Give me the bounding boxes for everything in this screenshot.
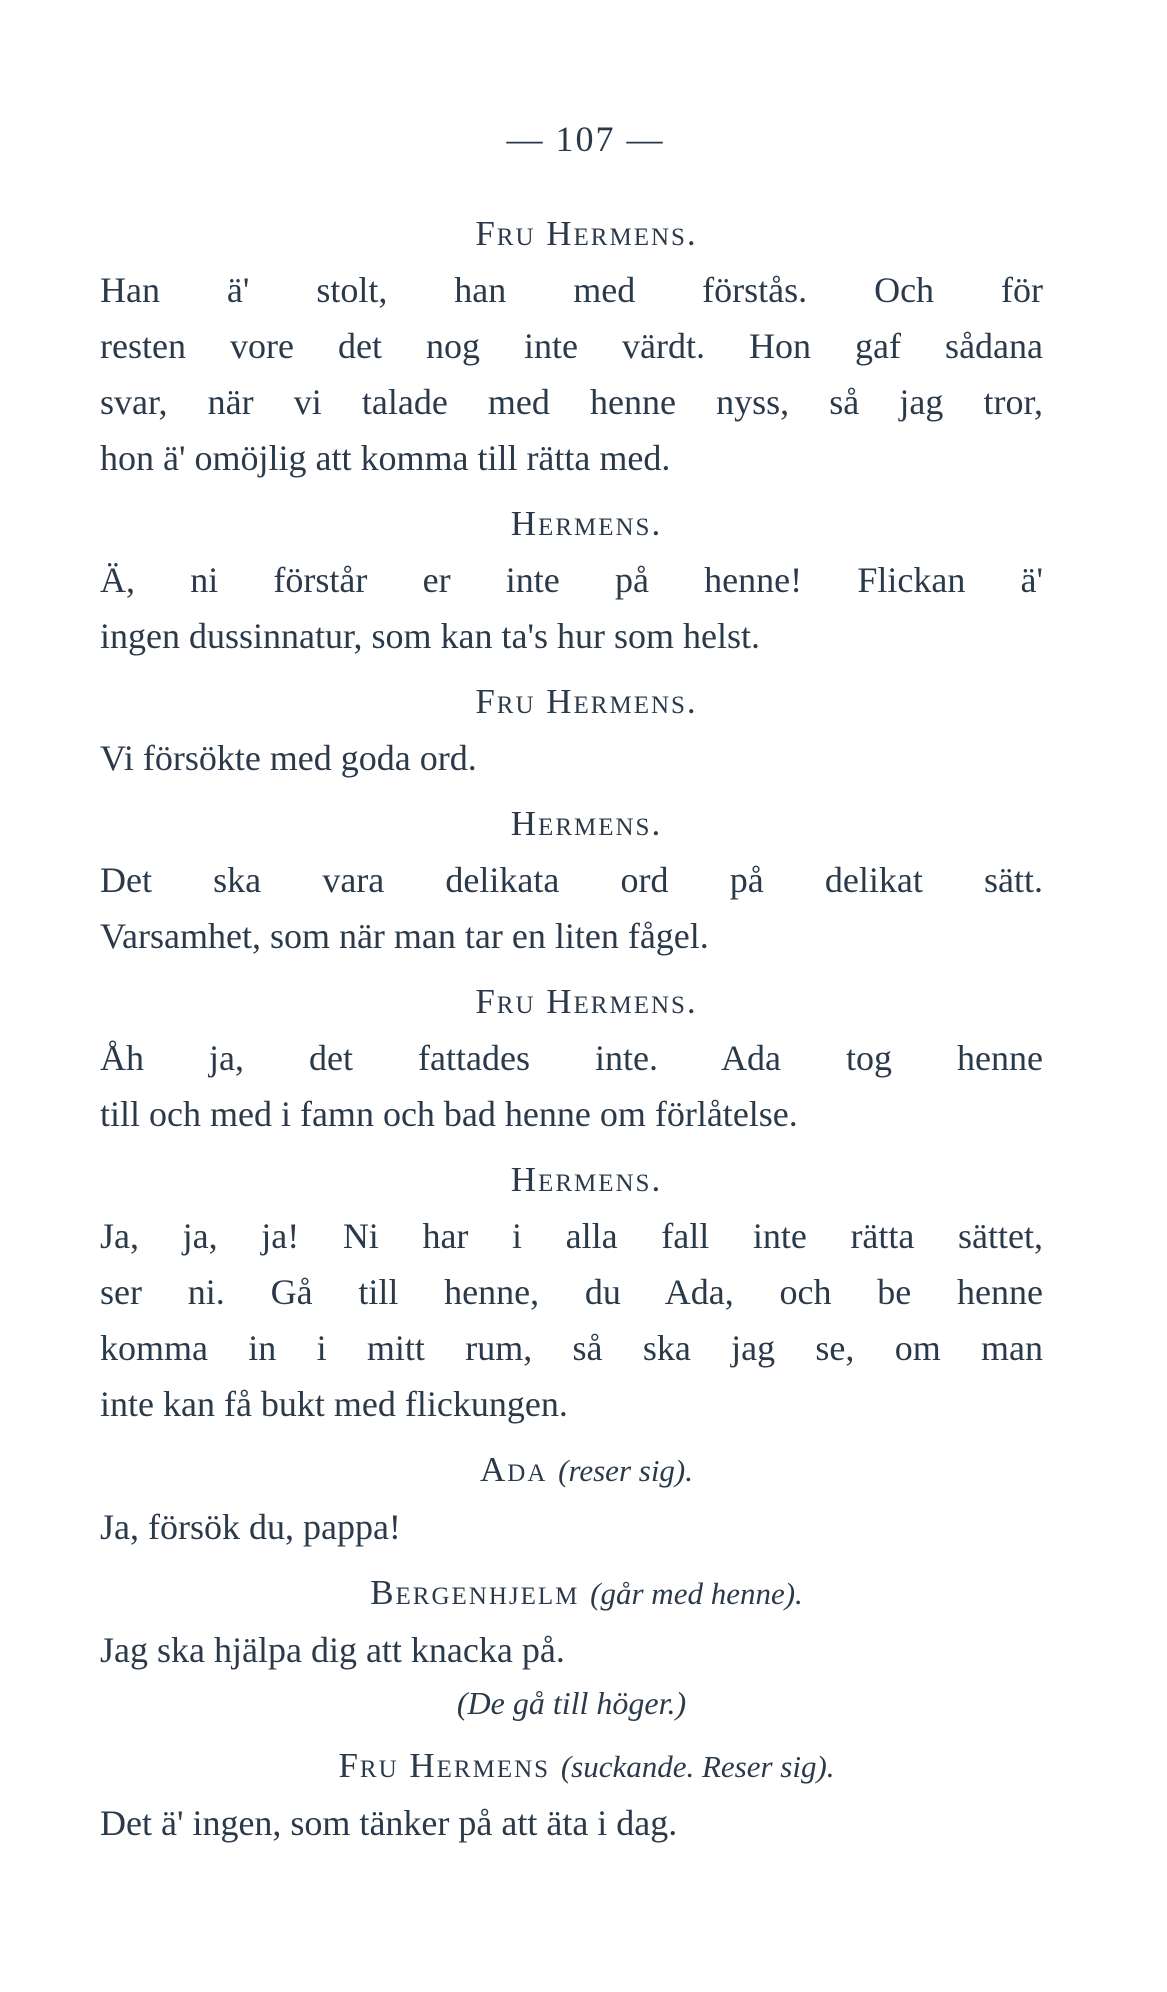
speech-text <box>100 1499 1043 1555</box>
text-line: inte kan få bukt med flickungen. <box>100 1384 568 1424</box>
text-line: Ä, ni förstår er inte på henne! Flickan ä' <box>100 560 1043 600</box>
speaker-label: Ada <box>479 1450 548 1489</box>
dialogue-block <box>100 500 1043 664</box>
text-line: Han ä' stolt, han med förstås. Och för <box>100 270 1043 310</box>
speaker-label: Fru Hermens. <box>475 214 698 253</box>
speaker-name <box>100 500 1043 548</box>
stage-direction: (De gå till höger.) <box>456 1685 687 1721</box>
speaker-label: Hermens. <box>510 504 663 543</box>
speaker-name <box>100 978 1043 1026</box>
text-line: ser ni. Gå till henne, du Ada, och be henne <box>100 1272 1043 1312</box>
text-line: Vi försökte med goda ord. <box>100 738 477 778</box>
stage-direction-inline: (går med henne). <box>590 1576 803 1611</box>
speaker-label: Fru Hermens. <box>475 682 698 721</box>
text-line: Det ä' ingen, som tänker på att äta i dag. <box>100 1803 678 1843</box>
speech-text <box>100 852 1043 964</box>
text-line: Ja, försök du, pappa! <box>100 1507 401 1547</box>
speaker-name <box>100 1742 1043 1791</box>
speaker-label: Hermens. <box>510 804 663 843</box>
text-line: svar, när vi talade med henne nyss, så jag tror, <box>100 382 1043 422</box>
speech-text <box>100 262 1043 486</box>
speech-text <box>100 1030 1043 1142</box>
text-line: Ja, ja, ja! Ni har i alla fall inte rätta sättet, <box>100 1216 1043 1256</box>
speaker-name <box>100 1569 1043 1618</box>
speech-text <box>100 1622 1043 1678</box>
dialogue-block <box>100 978 1043 1142</box>
dialogue-block <box>100 800 1043 964</box>
page-number: — 107 — <box>506 119 665 159</box>
text-line: komma in i mitt rum, så ska jag se, om man <box>100 1328 1043 1368</box>
speech-text <box>100 1208 1043 1432</box>
dialogue-block <box>100 678 1043 786</box>
text-line: hon ä' omöjlig att komma till rätta med. <box>100 438 671 478</box>
text-line: Åh ja, det fattades inte. Ada tog henne <box>100 1038 1043 1078</box>
dialogue-block <box>100 1742 1043 1851</box>
speaker-name <box>100 678 1043 726</box>
speaker-label: Fru Hermens. <box>475 982 698 1021</box>
speech-text <box>100 1795 1043 1851</box>
dialogue-block <box>100 1156 1043 1432</box>
dialogue-block <box>100 210 1043 486</box>
text-line: till och med i famn och bad henne om förlåtelse. <box>100 1094 798 1134</box>
text-line: Jag ska hjälpa dig att knacka på. <box>100 1630 565 1670</box>
speaker-label: Bergenhjelm <box>370 1573 580 1612</box>
speech-text <box>100 730 1043 786</box>
text-line: ingen dussinnatur, som kan ta's hur som helst. <box>100 616 760 656</box>
stage-direction-inline: (reser sig). <box>558 1453 694 1488</box>
speaker-name <box>100 210 1043 258</box>
speaker-label: Fru Hermens <box>338 1746 551 1785</box>
speaker-name <box>100 1446 1043 1495</box>
speaker-label: Hermens. <box>510 1160 663 1199</box>
text-line: Det ska vara delikata ord på delikat sätt. <box>100 860 1043 900</box>
speaker-name <box>100 1156 1043 1204</box>
text-line: resten vore det nog inte värdt. Hon gaf sådana <box>100 326 1043 366</box>
dialogue-block <box>100 1446 1043 1555</box>
speaker-name <box>100 800 1043 848</box>
text-line: Varsamhet, som när man tar en liten fågel. <box>100 916 709 956</box>
speech-text <box>100 552 1043 664</box>
dialogue-block <box>100 1569 1043 1728</box>
page-content <box>100 210 1043 1851</box>
stage-direction-inline: (suckande. Reser sig). <box>560 1749 835 1784</box>
